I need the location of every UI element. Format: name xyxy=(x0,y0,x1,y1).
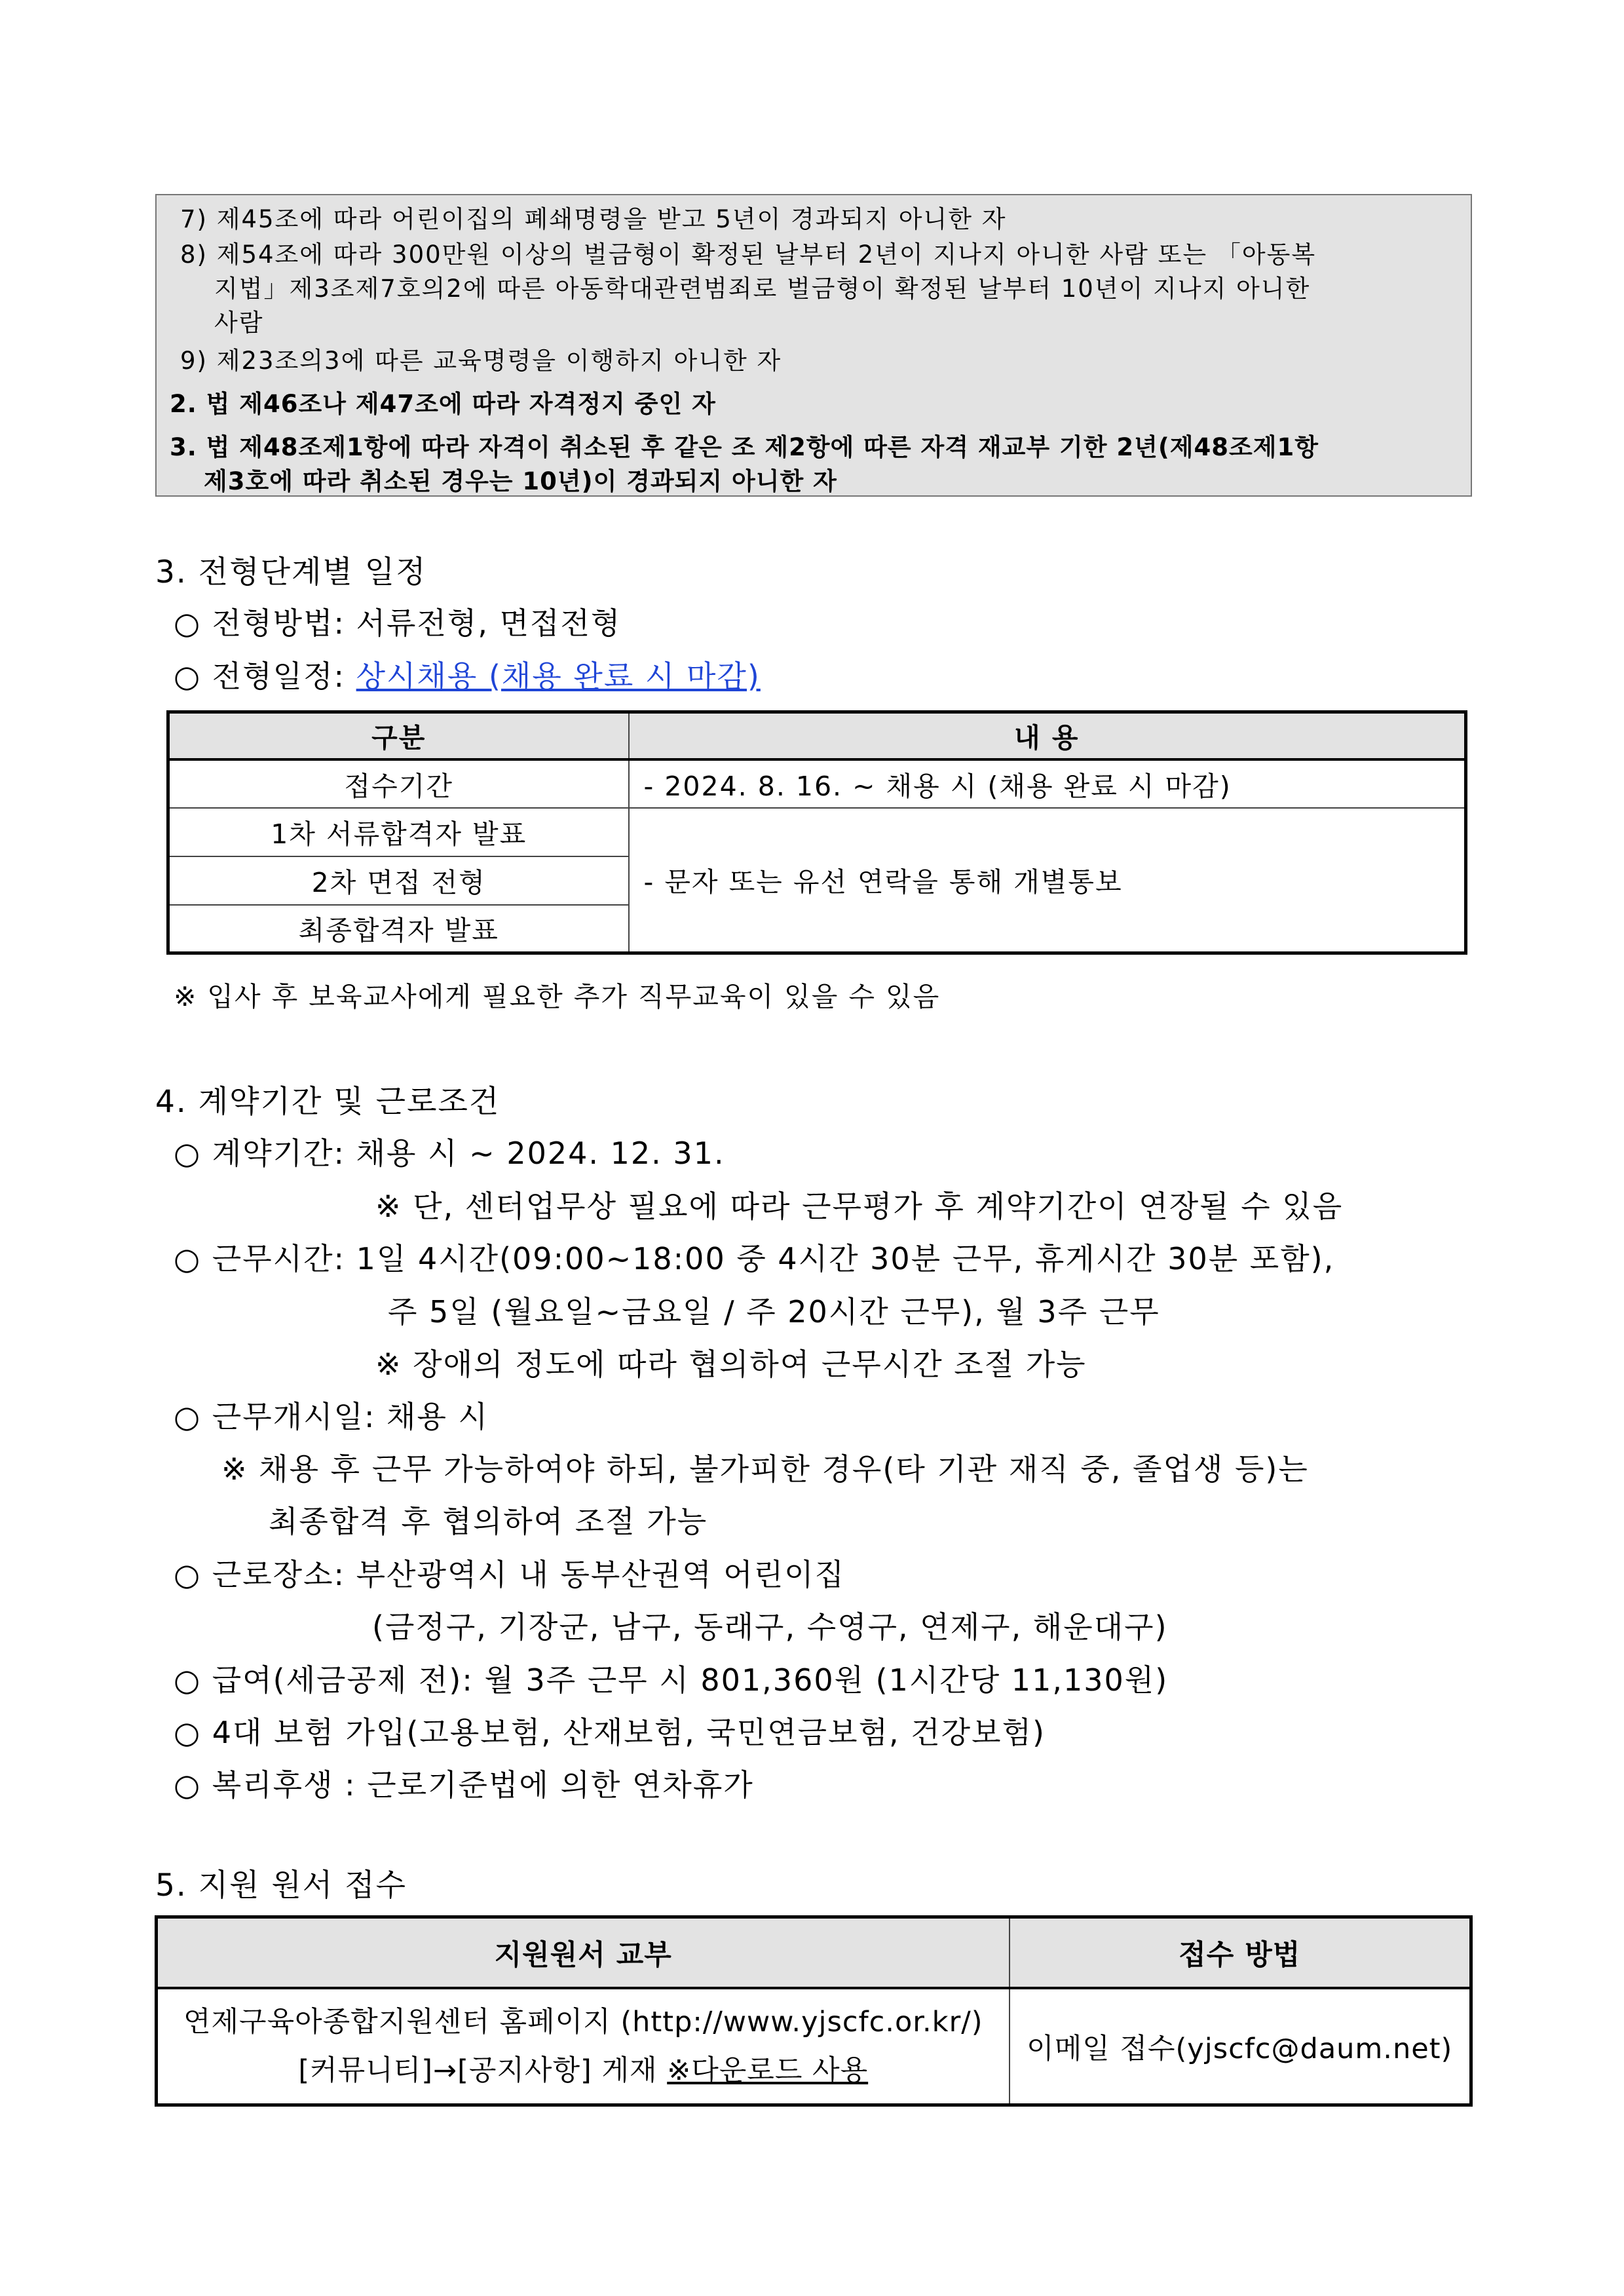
application-header-method: 접수 방법 xyxy=(1010,1917,1471,1989)
selection-method: ○ 전형방법: 서류전형, 면접전형 xyxy=(174,605,622,641)
disqualification-item-8-cont: 지법」제3조제7호의2에 따른 아동학대관련범죄로 벌금형이 확정된 날부터 10년이 지나지 아니한 xyxy=(214,275,1311,303)
section-4-title: 4. 계약기간 및 근로조건 xyxy=(155,1084,500,1120)
salary: ○ 급여(세금공제 전): 월 3주 근무 시 801,360원 (1시간당 11,130원) xyxy=(174,1662,1169,1698)
section-3-title: 3. 전형단계별 일정 xyxy=(155,554,427,590)
insurance: ○ 4대 보험 가입(고용보험, 산재보험, 국민연금보험, 건강보험) xyxy=(174,1715,1046,1750)
schedule-row-label: 2차 면접 전형 xyxy=(168,856,629,905)
download-link[interactable]: ※다운로드 사용 xyxy=(667,2054,869,2087)
schedule-row-label: 접수기간 xyxy=(168,759,629,808)
work-place-cont: (금정구, 기장군, 남구, 동래구, 수영구, 연제구, 해운대구) xyxy=(372,1609,1168,1645)
work-hours: ○ 근무시간: 1일 4시간(09:00~18:00 중 4시간 30분 근무, 휴게시간 30분 포함), xyxy=(174,1241,1335,1276)
disqualification-item-2: 2. 법 제46조나 제47조에 따라 자격정지 중인 자 xyxy=(170,390,716,418)
work-place: ○ 근로장소: 부산광역시 내 동부산권역 어린이집 xyxy=(174,1557,846,1592)
schedule-header-category: 구분 xyxy=(168,712,629,759)
disqualification-item-9: 9) 제23조의3에 따른 교육명령을 이행하지 아니한 자 xyxy=(180,347,782,375)
disqualification-item-3: 3. 법 제48조제1항에 따라 자격이 취소된 후 같은 조 제2항에 따른 자격 재교부 기한 2년(제48조제1항 xyxy=(170,433,1319,461)
disqualification-box xyxy=(155,194,1472,497)
application-form-cell xyxy=(157,1988,1010,2105)
schedule-row-label: 최종합격자 발표 xyxy=(168,905,629,953)
selection-schedule xyxy=(174,653,761,696)
schedule-header-content: 내 용 xyxy=(629,712,1466,759)
schedule-table xyxy=(166,710,1467,955)
disqualification-item-3-cont: 제3호에 따라 취소된 경우는 10년)이 경과되지 아니한 자 xyxy=(204,467,837,495)
application-header-form: 지원원서 교부 xyxy=(157,1917,1010,1989)
schedule-note: ※ 입사 후 보육교사에게 필요한 추가 직무교육이 있을 수 있음 xyxy=(174,981,941,1012)
start-date-note: ※ 채용 후 근무 가능하여야 하되, 불가피한 경우(타 기관 재직 중, 졸업생 등)는 xyxy=(221,1451,1309,1487)
disqualification-item-7: 7) 제45조에 따라 어린이집의 폐쇄명령을 받고 5년이 경과되지 아니한 자 xyxy=(180,205,1007,233)
disqualification-item-8-cont: 사람 xyxy=(214,309,264,337)
schedule-merged-content: - 문자 또는 유선 연락을 통해 개별통보 xyxy=(629,808,1466,953)
disqualification-item-8: 8) 제54조에 따라 300만원 이상의 벌금형이 확정된 날부터 2년이 지나지 아니한 사람 또는 「아동복 xyxy=(180,240,1317,269)
start-date: ○ 근무개시일: 채용 시 xyxy=(174,1399,489,1434)
welfare: ○ 복리후생 : 근로기준법에 의한 연차휴가 xyxy=(174,1767,754,1803)
application-form-line1: 연제구육아종합지원센터 홈페이지 (http://www.yjscfc.or.kr/) xyxy=(183,2006,983,2038)
application-table xyxy=(155,1915,1473,2107)
schedule-row-label: 1차 서류합격자 발표 xyxy=(168,808,629,856)
contract-note: ※ 단, 센터업무상 필요에 따라 근무평가 후 계약기간이 연장될 수 있음 xyxy=(375,1189,1344,1224)
schedule-row-content: - 2024. 8. 16. ~ 채용 시 (채용 완료 시 마감) xyxy=(629,759,1466,808)
selection-schedule-label: ○ 전형일정: xyxy=(174,659,356,694)
section-5-title: 5. 지원 원서 접수 xyxy=(155,1867,407,1904)
application-form-path: [커뮤니티]→[공지사항] 게재 xyxy=(298,2054,668,2087)
application-form-line2 xyxy=(158,2046,1009,2095)
start-date-note-cont: 최종합격 후 협의하여 조절 가능 xyxy=(269,1504,708,1539)
schedule-link[interactable]: 상시채용 (채용 완료 시 마감) xyxy=(356,659,761,694)
contract-period: ○ 계약기간: 채용 시 ~ 2024. 12. 31. xyxy=(174,1136,725,1171)
work-hours-cont: 주 5일 (월요일~금요일 / 주 20시간 근무), 월 3주 근무 xyxy=(388,1294,1160,1330)
application-method-cell: 이메일 접수(yjscfc@daum.net) xyxy=(1010,1988,1471,2105)
work-hours-note: ※ 장애의 정도에 따라 협의하여 근무시간 조절 가능 xyxy=(375,1347,1087,1382)
